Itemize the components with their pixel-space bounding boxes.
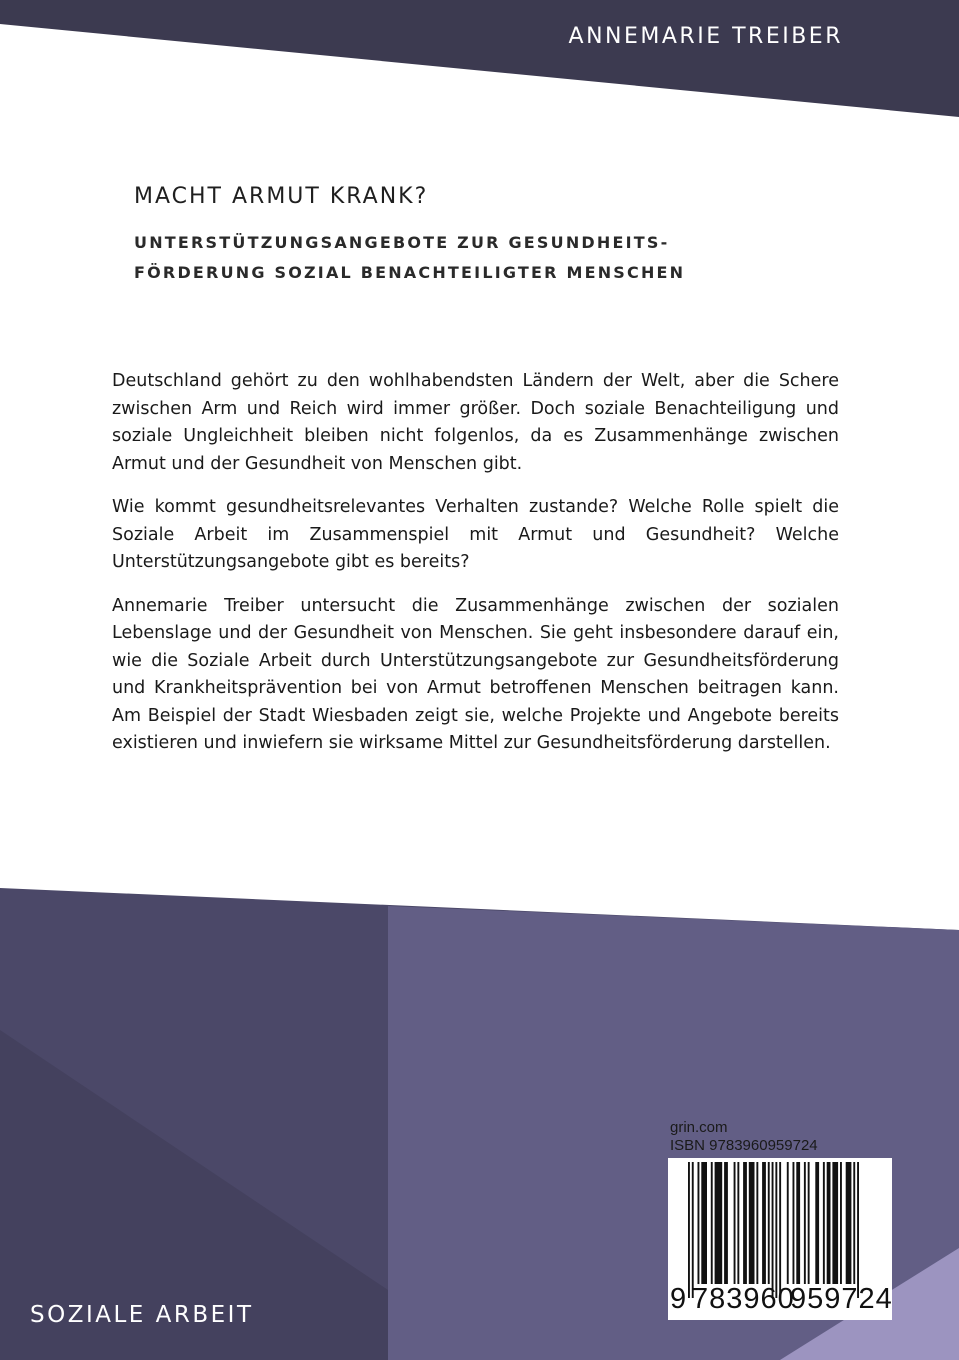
barcode-digit-first: 9 — [670, 1283, 688, 1315]
barcode-digits-right: 959724 — [790, 1283, 893, 1315]
barcode-bar — [775, 1162, 777, 1298]
publisher-website: grin.com — [670, 1119, 728, 1136]
blurb-paragraph-1: Deutschland gehört zu den wohlhabendsten Ländern der Welt, aber die Schere zwischen Arm und Reich wird immer größer. Doch soziale Benachteiligung und soziale Ungleichheit bleiben nicht folgenlos, da es Zusammenhänge zwischen Armut und der Gesundheit von Menschen gibt. — [112, 371, 839, 474]
barcode-bar — [853, 1162, 855, 1284]
barcode-bar — [701, 1162, 707, 1284]
barcode — [668, 1158, 892, 1320]
barcode-bar — [692, 1162, 694, 1298]
subtitle-line-2: FÖRDERUNG SOZIAL BENACHTEILIGTER MENSCHEN — [134, 263, 686, 282]
barcode-bar — [737, 1162, 739, 1284]
barcode-bar — [796, 1162, 800, 1284]
barcode-bar — [857, 1162, 859, 1298]
barcode-digits-left: 783960 — [692, 1283, 795, 1315]
barcode-bar — [768, 1162, 770, 1284]
book-title: MACHT ARMUT KRANK? — [134, 184, 429, 209]
barcode-bar — [772, 1162, 774, 1298]
barcode-bar — [787, 1162, 789, 1284]
barcode-bar — [779, 1162, 781, 1298]
series-name: SOZIALE ARBEIT — [30, 1302, 254, 1328]
barcode-bar — [688, 1162, 690, 1298]
isbn-label: ISBN 9783960959724 — [670, 1137, 818, 1154]
top-dark-band — [0, 0, 959, 117]
subtitle-line-1: UNTERSTÜTZUNGSANGEBOTE ZUR GESUNDHEITS- — [134, 233, 670, 252]
blurb-paragraph-3: Annemarie Treiber untersucht die Zusammenhänge zwischen der sozialen Lebenslage und der Gesundheit von Menschen. Sie geht insbesondere darauf ein, wie die Soziale Arbeit durch Unterstützungsangebote zur Gesundheitsförderung und Krankheitsprävention bei von Armut betroffenen Menschen beitragen kann. Am Beispiel der Stadt Wiesbaden zeigt sie, welche Projekte und Angebote bereits existieren und inwiefern sie wirksame Mittel zur Gesundheitsförderung darstellen. — [112, 595, 839, 753]
barcode-bar — [743, 1162, 747, 1284]
barcode-bar — [756, 1162, 758, 1284]
barcode-bar — [832, 1162, 838, 1284]
barcode-bar — [804, 1162, 806, 1284]
blurb — [112, 368, 839, 774]
book-subtitle — [134, 228, 685, 288]
barcode-bar — [808, 1162, 810, 1284]
barcode-digits — [668, 1281, 892, 1317]
barcode-bar — [734, 1162, 736, 1284]
blurb-paragraph-2: Wie kommt gesundheitsrelevantes Verhalten zustande? Welche Rolle spielt die Soziale Arbeit im Zusammenspiel mit Armut und Gesundheit? Welche Unterstützungsangebote gibt es bereits? — [112, 497, 839, 572]
barcode-bar — [749, 1162, 755, 1284]
barcode-bar — [711, 1162, 713, 1284]
barcode-bar — [827, 1162, 831, 1284]
barcode-bar — [698, 1162, 700, 1284]
barcode-bar — [846, 1162, 852, 1284]
barcode-bar — [793, 1162, 795, 1284]
barcode-bar — [840, 1162, 842, 1284]
barcode-bar — [815, 1162, 819, 1284]
barcode-bar — [724, 1162, 728, 1284]
barcode-bar — [762, 1162, 766, 1284]
barcode-bar — [715, 1162, 723, 1284]
author-name: ANNEMARIE TREIBER — [568, 24, 843, 49]
barcode-bar — [823, 1162, 825, 1284]
